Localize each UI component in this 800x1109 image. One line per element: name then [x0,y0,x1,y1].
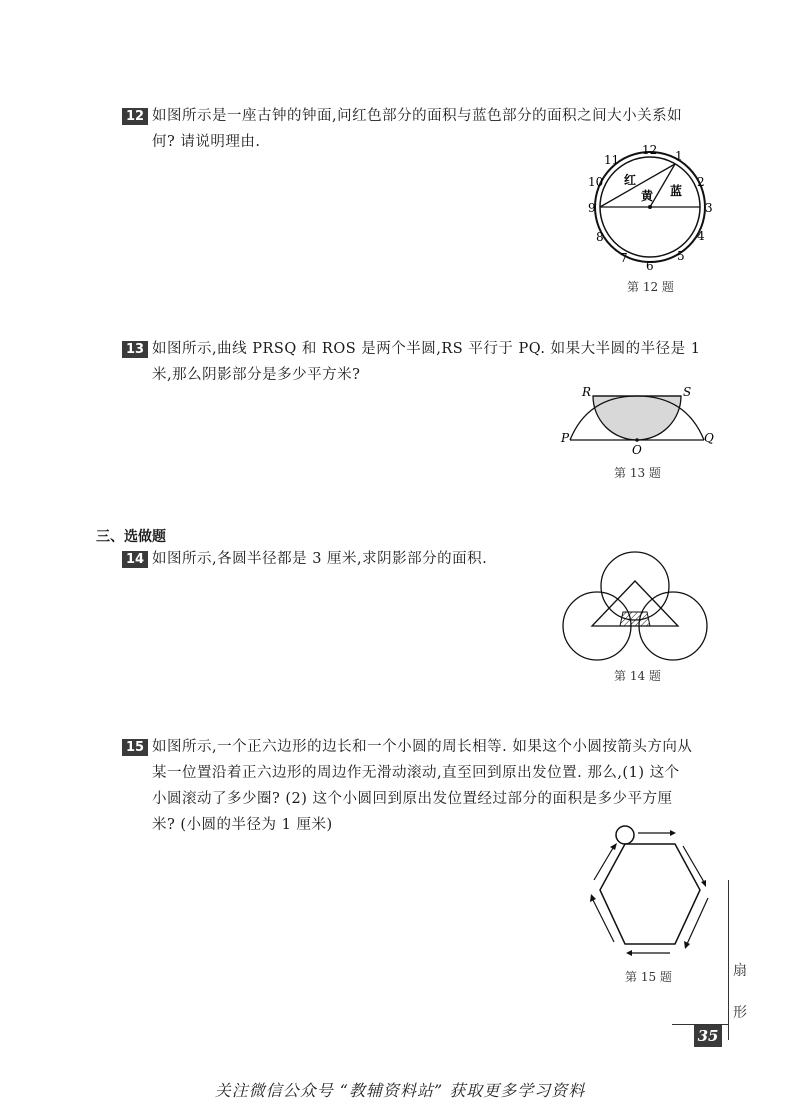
section-heading-optional: 三、选做题 [96,529,166,545]
arrowhead-top-right [701,880,706,887]
clock-number-7: 7 [620,251,628,265]
question-15-line-3: 小圆滚动了多少圈? (2) 这个小圆回到原出发位置经过部分的面积是多少平方厘 [152,791,673,807]
side-tab-divider [728,880,729,1040]
figure-caption-14: 第 14 题 [614,669,661,683]
clock-number-8: 8 [596,230,604,244]
clock-center-dot [648,205,652,209]
arrowhead-top-left [610,843,617,850]
clock-number-11: 11 [604,153,620,167]
clock-number-12: 12 [642,143,658,157]
question-12-line-1: 如图所示是一座古钟的钟面,问红色部分的面积与蓝色部分的面积之间大小关系如 [152,108,683,124]
question-13-line-1: 如图所示,曲线 PRSQ 和 ROS 是两个半圆,RS 平行于 PQ. 如果大半圆的半径是 1 [152,341,701,357]
arrowhead-top [670,830,676,836]
point-O [635,438,639,442]
question-15-line-4: 米? (小圆的半径为 1 厘米) [152,817,333,833]
clock-number-1: 1 [675,149,683,163]
top-circle [601,552,669,620]
label-R: R [582,385,592,399]
small-rolling-circle [616,826,634,844]
label-S: S [683,385,692,399]
shaded-small-semicircle [593,396,681,440]
clock-label-blue: 蓝 [670,184,683,198]
clock-number-5: 5 [677,249,685,263]
question-13-line-2: 米,那么阴影部分是多少平方米? [152,367,361,383]
clock-number-9: 9 [588,201,596,215]
label-Q: Q [704,431,714,445]
clock-number-4: 4 [697,229,705,243]
clock-face-figure [580,140,720,275]
clock-chord-9-1 [600,164,675,207]
label-P: P [561,431,570,445]
side-tab-char-1: 扇 [733,963,747,979]
semicircles-figure [560,380,720,460]
hatched-region [620,612,650,626]
figure-caption-15: 第 15 题 [625,970,672,984]
label-O: O [632,443,642,457]
figure-caption-13: 第 13 题 [614,466,661,480]
hexagon [600,844,700,944]
side-tab-char-2: 形 [733,1005,747,1021]
clock-number-6: 6 [646,259,654,273]
clock-label-red: 红 [624,173,637,187]
clock-number-10: 10 [588,175,604,189]
question-number-15: 15 [122,739,148,756]
question-15-line-1: 如图所示,一个正六边形的边长和一个小圆的周长相等. 如果这个小圆按箭头方向从 [152,739,693,755]
figure-caption-12: 第 12 题 [627,280,674,294]
clock-number-2: 2 [697,175,705,189]
question-number-13: 13 [122,341,148,358]
clock-label-yellow: 黄 [641,189,654,203]
hexagon-figure [580,818,720,956]
arrow-top-left [594,848,613,880]
arrow-bottom-left [593,900,614,942]
arrow-bottom-right [687,898,708,944]
question-15-line-2: 某一位置沿着正六边形的周边作无滑动滚动,直至回到原出发位置. 那么,(1) 这个 [152,765,680,781]
question-number-14: 14 [122,551,148,568]
question-number-12: 12 [122,108,148,125]
arrowhead-bottom-right [684,941,690,949]
arrowhead-bottom [626,950,632,956]
three-circles-figure [560,548,710,663]
footer-watermark: 关注微信公众号 “教辅资料站” 获取更多学习资料 [214,1081,586,1100]
question-12-line-2: 何? 请说明理由. [152,134,261,150]
page-number: 35 [694,1025,722,1047]
clock-number-3: 3 [705,201,713,215]
question-14-line-1: 如图所示,各圆半径都是 3 厘米,求阴影部分的面积. [152,551,488,567]
